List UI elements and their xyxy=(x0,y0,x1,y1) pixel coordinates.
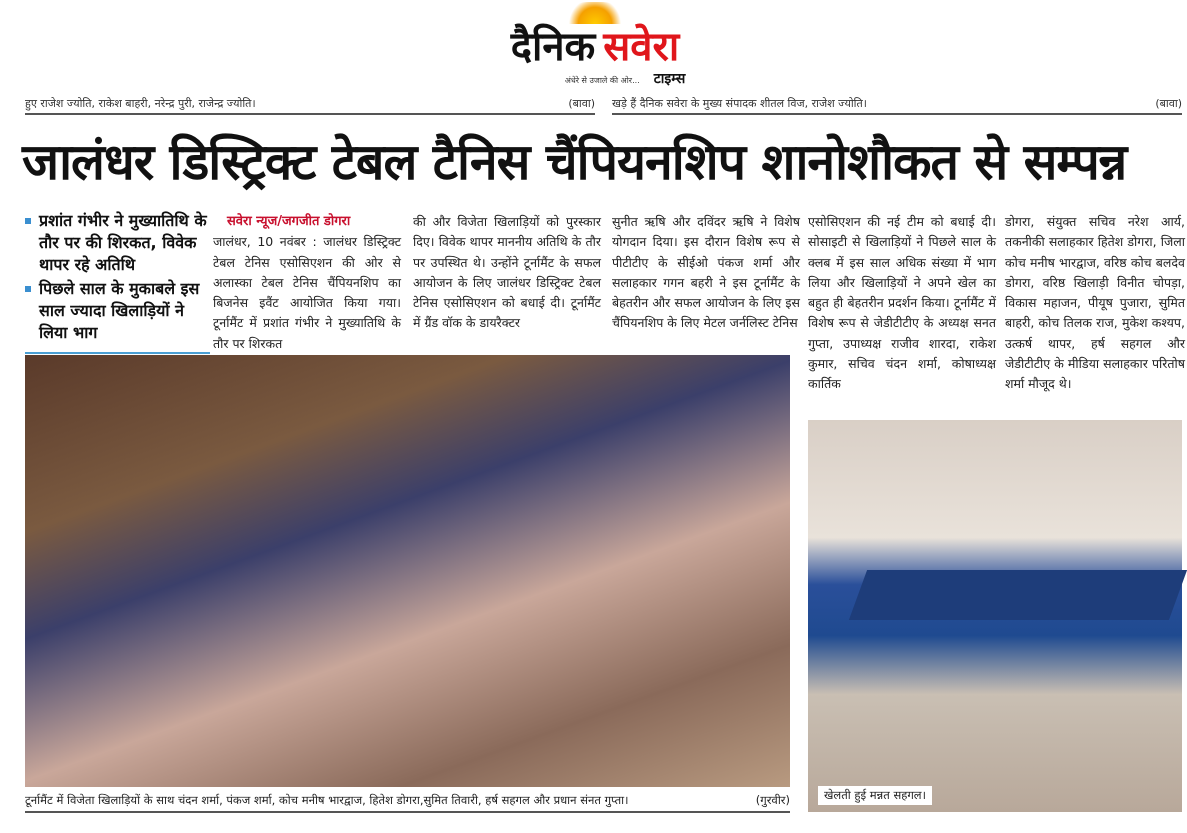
photo-caption xyxy=(25,793,790,813)
winners-group-photo xyxy=(25,355,790,787)
masthead-logo xyxy=(430,2,760,94)
highlight-item xyxy=(25,210,210,276)
article-column-2: की और विजेता खिलाड़ियों को पुरस्कार दिए। विवेक थापर माननीय अतिथि के तौर पर उपस्थित थे। उन्होंने टूर्नामैंट के सफल आयोजन के लिए जालंधर डिस्ट्रिक्ट टेबल टेनिस एसोसिएशन को बधाई दी। टूर्नामैंट में ग्रैंड वॉक के डायरैक्टर xyxy=(413,214,601,331)
bullet-icon xyxy=(25,218,31,224)
prev-caption-left xyxy=(25,97,595,115)
highlight-text: पिछले साल के मुकाबले इस साल ज्यादा खिलाड़ियों ने लिया भाग xyxy=(39,279,200,342)
caption-credit: (बावा) xyxy=(568,97,595,110)
player-photo xyxy=(808,420,1182,812)
photo-credit: (गुरवीर) xyxy=(755,793,790,807)
bullet-icon xyxy=(25,286,31,292)
sun-icon xyxy=(565,2,625,24)
highlights xyxy=(25,210,210,354)
logo-names xyxy=(511,24,680,70)
article-column-4: एसोसिएशन की नई टीम को बधाई दी। सोसाइटी से खिलाड़ियों ने पिछले साल के क्लब में इस साल अधिक संख्या में भाग लिया और खिलाड़ियों ने अपने खेल का बहुत ही बेहतरीन प्रदर्शन किया। टूर्नामैंट में विशेष रूप से जेडीटीटीए के अध्यक्ष सनत गुप्ता, उपाध्यक्ष राजीव शारदा, राकेश कुमार, सचिव चंदन शर्मा, कोषाध्यक्ष कार्तिक xyxy=(808,214,996,392)
next-headline-cutoff xyxy=(0,818,1187,833)
prev-caption-right xyxy=(612,97,1182,115)
column-text: जालंधर, 10 नवंबर : जालंधर डिस्ट्रिक्ट टेबल टेनिस एसोसिएशन की ओर से अलास्का टेबल टेनिस चैंपियनशिप का बिजनेस इवैंट आयोजित किया गया। टूर्नामैंट में प्रशांत गंभीर ने मुख्यातिथि के तौर पर शिरकत xyxy=(213,234,401,351)
byline: सवेरा न्यूज/जगजीत डोगरा xyxy=(227,214,351,229)
highlight-item xyxy=(25,278,210,344)
article-column-1 xyxy=(213,212,401,354)
article-column-3: सुनीत ऋषि और दविंदर ऋषि ने विशेष योगदान दिया। इस दौरान विशेष रूप से पीटीटीए के सीईओ पंकज शर्मा और सलाहकार गगन बहरी ने इस टूर्नामैंट के बेहतरीन और सफल आयोजन के लिए इस चैंपियनशिप के लिए मेटल जर्नलिस्ट टेनिस xyxy=(612,214,800,331)
table-tennis-table xyxy=(849,570,1187,620)
logo-times: टाइम्स xyxy=(653,71,686,87)
highlight-text: प्रशांत गंभीर ने मुख्यातिथि के तौर पर की शिरकत, विवेक थापर रहे अतिथि xyxy=(39,211,207,274)
article-column-5: डोगरा, संयुक्त सचिव नरेश आर्य, तकनीकी सलाहकार हितेश डोगरा, जिला कोच मनीष भारद्वाज, वरिष्ठ कोच बलदेव डोगरा, वरिष्ठ खिलाड़ी विनीत चोपड़ा, विकास महाजन, पीयूष पुजारा, सुमित बाहरी, कोच तिलक राज, मुकेश कश्यप, उत्कर्ष थापर, हर्ष सहगल और जेडीटीटीए के मीडिया सलाहकार परितोष शर्मा मौजूद थे। xyxy=(1005,214,1185,392)
caption-text: खड़े हैं दैनिक सवेरा के मुख्य संपादक शीतल विज, राजेश ज्योति। xyxy=(612,97,867,110)
caption-credit: (बावा) xyxy=(1155,97,1182,110)
logo-subline xyxy=(565,70,686,88)
logo-tagline: अंधेरे से उजाले की ओर... xyxy=(564,76,640,85)
logo-dainik: दैनिक xyxy=(510,24,596,70)
caption-text: हुए राजेश ज्योति, राकेश बाहरी, नरेन्द्र पुरी, राजेन्द्र ज्योति। xyxy=(25,97,256,110)
logo-savera: सवेरा xyxy=(603,24,680,70)
headline: जालंधर डिस्ट्रिक्ट टेबल टैनिस चैंपियनशिप शानोशौकत से सम्पन्न xyxy=(22,133,1127,191)
caption-text: टूर्नामैंट में विजेता खिलाड़ियों के साथ चंदन शर्मा, पंकज शर्मा, कोच मनीष भारद्वाज, हितेश डोगरा,सुमित तिवारी, हर्ष सहगल और प्रधान संनत गुप्ता। xyxy=(25,793,629,807)
photo2-caption: खेलती हुई मन्नत सहगल। xyxy=(818,786,932,805)
